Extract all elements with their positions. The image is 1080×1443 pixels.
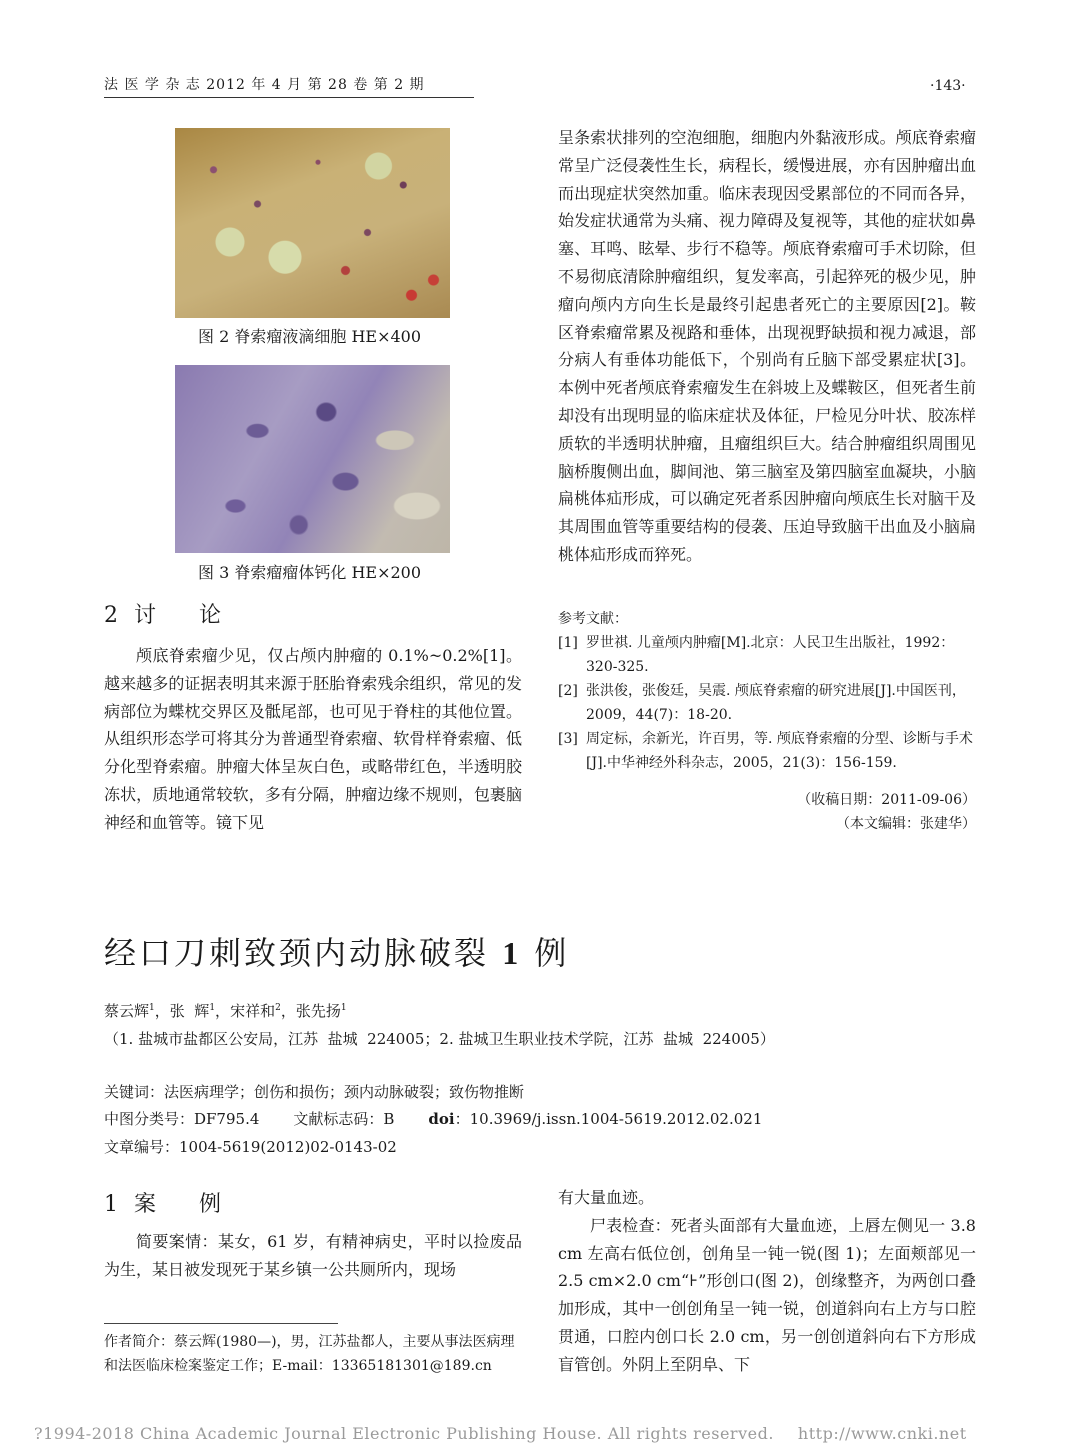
copyright-text: ?1994-2018 China Academic Journal Electronic Publishing House. All rights reserved. [34, 1424, 774, 1443]
case-paragraph-external-exam: 尸表检查：死者头面部有大量血迹，上唇左侧见一 3.8 cm 左高右低位创，创角呈一钝一锐(图 1)；左面颊部见一 2.5 cm×2.0 cm“⊦”形创口(图 2)，创缘整齐，为两创口叠加形成，其中一创创角呈一钝一锐，创道斜向右上方与口腔贯通，口腔内创口长 2.0 cm，另一创创道斜向右下方形成盲管创。外阴上至阴阜、下 [558, 1215, 976, 1374]
classification-line [104, 1108, 762, 1129]
author-name: 宋祥和 [230, 1002, 276, 1020]
author-name: 张 辉 [169, 1002, 210, 1020]
reference-number: [2] [558, 683, 578, 699]
author-affiliation-marker: 1 [340, 1003, 347, 1013]
header-rule [104, 97, 474, 98]
case-paragraph-left: 简要案情：某女，61 岁，有精神病史，平时以捡废品为生，某日被发现死于某乡镇一公共厕所内，现场 [104, 1232, 522, 1279]
reference-item [558, 679, 976, 727]
document-code: 文献标志码：B [293, 1110, 395, 1128]
article-title-number: 1 [502, 935, 522, 971]
case-heading [104, 1187, 239, 1218]
figure-2-micrograph [175, 128, 450, 318]
reference-text: 周定标，余新光，许百男，等. 颅底脊索瘤的分型、诊断与手术[J].中华神经外科杂志，2005，21(3)：156-159. [586, 731, 973, 771]
case-section-number: 1 [104, 1192, 120, 1217]
reference-number: [1] [558, 635, 578, 651]
author-list: 蔡云辉$^1$，张 辉$^1$，宋祥和$^2$，张先扬$^1$ [104, 1002, 347, 1020]
article-title-prefix: 经口刀刺致颈内动脉破裂 [104, 934, 503, 972]
article-number: 文章编号：1004-5619(2012)02-0143-02 [104, 1138, 397, 1156]
discussion-heading [104, 598, 239, 629]
doi-label: doi [428, 1110, 455, 1128]
cnki-url: http://www.cnki.net [797, 1424, 967, 1443]
references-list [558, 631, 976, 775]
reference-text: 张洪俊，张俊廷，吴震. 颅底脊索瘤的研究进展[J].中国医刊，2009，44(7)：18-20. [586, 683, 966, 723]
author-biography-note: 作者简介：蔡云辉(1980—)，男，江苏盐都人，主要从事法医病理和法医临床检案鉴定工作；E-mail：13365181301@189.cn [104, 1334, 515, 1374]
case-column-right [558, 1184, 976, 1379]
reference-text: 罗世祺. 儿童颅内肿瘤[M].北京：人民卫生出版社，1992：320-325. [586, 635, 955, 675]
discussion-paragraph-left: 颅底脊索瘤少见，仅占颅内肿瘤的 0.1%~0.2%[1]。越来越多的证据表明其来源于胚胎脊索残余组织，常见的发病部位为蝶枕交界区及骶尾部，也可见于脊柱的其他位置。从组织形态学可将其分为普通型脊索瘤、软骨样脊索瘤、低分化型脊索瘤。肿瘤大体呈灰白色，或略带红色，半透明胶冻状，质地通常较软，多有分隔，肿瘤边缘不规则，包裹脑神经和血管等。镜下见 [104, 646, 522, 832]
doi-value: ：10.3969/j.issn.1004-5619.2012.02.021 [454, 1110, 763, 1128]
footnote-rule [104, 1323, 338, 1324]
figure-3-micrograph [175, 365, 450, 553]
author-affiliation-marker: 1 [209, 1003, 216, 1013]
reference-item [558, 631, 976, 679]
journal-header: 法 医 学 杂 志 2012 年 4 月 第 28 卷 第 2 期 [104, 77, 425, 93]
author-affiliation-marker: 1 [149, 1003, 155, 1013]
received-date: （收稿日期：2011-09-06） [797, 792, 976, 808]
reference-item [558, 727, 976, 775]
case-section-title: 案 例 [134, 1192, 239, 1217]
copyright-watermark [34, 1424, 967, 1443]
discussion-section-title: 讨 论 [134, 603, 239, 628]
affiliations: （1. 盐城市盐都区公安局，江苏 盐城 224005；2. 盐城卫生职业技术学院，江苏 盐城 224005） [104, 1030, 775, 1048]
case-paragraph-continuation: 有大量血迹。 [558, 1188, 655, 1207]
discussion-section-number: 2 [104, 603, 120, 628]
class-number: 中图分类号：DF795.4 [104, 1110, 260, 1128]
article-title-suffix: 例 [521, 934, 570, 972]
discussion-paragraph-right: 呈条索状排列的空泡细胞，细胞内外黏液形成。颅底脊索瘤常呈广泛侵袭性生长，病程长，缓慢进展，亦有因肿瘤出血而出现症状突然加重。临床表现因受累部位的不同而各异，始发症状通常为头痛、视力障碍及复视等，其他的症状如鼻塞、耳鸣、眩晕、步行不稳等。颅底脊索瘤可手术切除，但不易彻底清除肿瘤组织，复发率高，引起猝死的极少见，肿瘤向颅内方向生长是最终引起患者死亡的主要原因[2]。鞍区脊索瘤常累及视路和垂体，出现视野缺损和视力减退，部分病人有垂体功能低下，个别尚有丘脑下部受累症状[3]。本例中死者颅底脊索瘤发生在斜坡上及蝶鞍区，但死者生前却没有出现明显的临床症状及体征，尸检见分叶状、胶冻样质软的半透明状肿瘤，且瘤组织巨大。结合肿瘤组织周围见脑桥腹侧出血，脚间池、第三脑室及第四脑室血凝块，小脑扁桃体疝形成，可以确定死者系因肿瘤向颅底生长对脑干及其周围血管等重要结构的侵袭、压迫导致脑干出血及小脑扁桃体疝形成而猝死。 [558, 128, 976, 564]
page-number: ·143· [930, 78, 966, 94]
author-name: 张先扬 [295, 1002, 341, 1020]
figure-2-caption: 图 2 脊索瘤液滴细胞 HE×400 [198, 327, 422, 346]
reference-number: [3] [558, 731, 578, 747]
article-title [104, 928, 569, 974]
references-title: 参考文献： [558, 611, 628, 627]
figure-3-caption: 图 3 脊索瘤瘤体钙化 HE×200 [198, 563, 422, 582]
author-affiliation-marker: 2 [275, 1003, 281, 1013]
author-name: 蔡云辉 [104, 1002, 150, 1020]
keywords: 关键词：法医病理学；创伤和损伤；颈内动脉破裂；致伤物推断 [104, 1083, 525, 1101]
editor-note: （本文编辑：张建华） [836, 816, 976, 832]
